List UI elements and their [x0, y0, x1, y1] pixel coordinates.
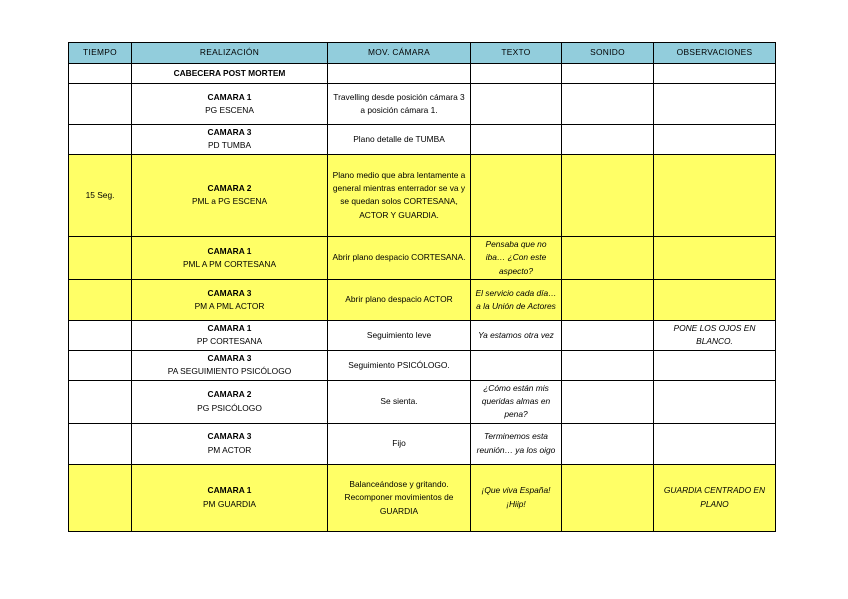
- texto-cell: [471, 350, 562, 380]
- mov-camara-cell: Balanceándose y gritando. Recomponer movimientos de GUARDIA: [328, 464, 471, 531]
- realizacion-cell: [132, 350, 328, 380]
- sonido-cell: [562, 64, 654, 84]
- texto-cell: Terminemos esta reunión… ya los oigo: [471, 423, 562, 464]
- texto-cell: [471, 84, 562, 125]
- observaciones-cell: [654, 84, 776, 125]
- shot-label: PM ACTOR: [207, 444, 252, 455]
- realizacion-cell: [132, 125, 328, 155]
- mov-camara-cell: Fijo: [328, 423, 471, 464]
- realizacion-cell: [132, 464, 328, 531]
- observaciones-cell: [654, 64, 776, 84]
- camera-label: CABECERA POST MORTEM: [173, 67, 286, 78]
- observaciones-cell: [654, 154, 776, 236]
- header-sonido: SONIDO: [562, 43, 654, 64]
- tiempo-cell: [69, 280, 132, 321]
- table-row: [69, 236, 776, 279]
- shot-label: PM A PML ACTOR: [194, 301, 265, 312]
- mov-camara-cell: Seguimiento PSICÓLOGO.: [328, 350, 471, 380]
- table-row: [69, 84, 776, 125]
- header-mov-camara: MOV. CÁMARA: [328, 43, 471, 64]
- mov-camara-cell: [328, 64, 471, 84]
- shot-label: PD TUMBA: [207, 140, 252, 151]
- texto-cell: [471, 64, 562, 84]
- tiempo-cell: [69, 84, 132, 125]
- texto-cell: Pensaba que no iba… ¿Con este aspecto?: [471, 236, 562, 279]
- realizacion-cell: [132, 64, 328, 84]
- header-row: [69, 43, 776, 64]
- sonido-cell: [562, 154, 654, 236]
- observaciones-cell: [654, 423, 776, 464]
- shot-label: PML a PG ESCENA: [191, 196, 268, 207]
- tiempo-cell: [69, 125, 132, 155]
- realizacion-cell: [132, 280, 328, 321]
- header-observaciones: OBSERVACIONES: [654, 43, 776, 64]
- camera-label: CAMARA 1: [207, 485, 252, 496]
- table-row: [69, 154, 776, 236]
- table-row: [69, 380, 776, 423]
- realizacion-cell: [132, 380, 328, 423]
- tiempo-cell: [69, 321, 132, 351]
- observaciones-cell: [654, 280, 776, 321]
- camera-label: CAMARA 3: [207, 287, 252, 298]
- sonido-cell: [562, 464, 654, 531]
- table-row: [69, 321, 776, 351]
- tiempo-cell: [69, 236, 132, 279]
- shot-label: PP CORTESANA: [196, 336, 263, 347]
- realizacion-cell: [132, 154, 328, 236]
- sonido-cell: [562, 350, 654, 380]
- sonido-cell: [562, 280, 654, 321]
- texto-cell: ¿Cómo están mis queridas almas en pena?: [471, 380, 562, 423]
- table-row: [69, 64, 776, 84]
- script-table: [68, 42, 776, 532]
- texto-cell: El servicio cada día… a la Unión de Actores: [471, 280, 562, 321]
- shot-label: PG ESCENA: [205, 105, 254, 115]
- realizacion-cell: [132, 321, 328, 351]
- table-row: [69, 280, 776, 321]
- camera-label: CAMARA 1: [207, 245, 252, 256]
- observaciones-cell: GUARDIA CENTRADO EN PLANO: [654, 464, 776, 531]
- camera-label: CAMARA 3: [207, 127, 252, 137]
- observaciones-cell: [654, 350, 776, 380]
- realizacion-cell: [132, 84, 328, 125]
- tiempo-cell: [69, 464, 132, 531]
- realizacion-cell: [132, 423, 328, 464]
- camera-label: CAMARA 3: [207, 431, 252, 442]
- shot-label: PM GUARDIA: [202, 498, 257, 509]
- texto-cell: Ya estamos otra vez: [471, 321, 562, 351]
- sonido-cell: [562, 321, 654, 351]
- observaciones-cell: PONE LOS OJOS EN BLANCO.: [654, 321, 776, 351]
- header-realizacion: REALIZACIÓN: [132, 43, 328, 64]
- mov-camara-cell: Abrir plano despacio CORTESANA.: [328, 236, 471, 279]
- header-tiempo: TIEMPO: [69, 43, 132, 64]
- mov-camara-cell: Abrir plano despacio ACTOR: [328, 280, 471, 321]
- mov-camara-cell: Se sienta.: [328, 380, 471, 423]
- header-texto: TEXTO: [471, 43, 562, 64]
- camera-label: CAMARA 3: [207, 352, 252, 363]
- table-row: [69, 464, 776, 531]
- realizacion-cell: [132, 236, 328, 279]
- sonido-cell: [562, 125, 654, 155]
- sonido-cell: [562, 380, 654, 423]
- shot-label: PA SEGUIMIENTO PSICÓLOGO: [167, 366, 292, 377]
- table-row: [69, 125, 776, 155]
- observaciones-cell: [654, 125, 776, 155]
- sonido-cell: [562, 236, 654, 279]
- observaciones-cell: [654, 236, 776, 279]
- table-row: [69, 423, 776, 464]
- table-row: [69, 350, 776, 380]
- camera-label: CAMARA 1: [207, 323, 252, 334]
- mov-camara-cell: Plano medio que abra lentamente a general mientras enterrador se va y se quedan solos CORTESANA, ACTOR Y GUARDIA.: [328, 154, 471, 236]
- shot-label: PG PSICÓLOGO: [197, 402, 262, 413]
- tiempo-cell: [69, 64, 132, 84]
- tiempo-cell: [69, 380, 132, 423]
- texto-cell: ¡Que viva España! ¡Hiip!: [471, 464, 562, 531]
- sonido-cell: [562, 84, 654, 125]
- camera-label: CAMARA 2: [207, 182, 252, 193]
- mov-camara-cell: Travelling desde posición cámara 3 a posición cámara 1.: [328, 84, 471, 125]
- observaciones-cell: [654, 380, 776, 423]
- tiempo-cell: [69, 350, 132, 380]
- sonido-cell: [562, 423, 654, 464]
- mov-camara-cell: Seguimiento leve: [328, 321, 471, 351]
- tiempo-cell: [69, 423, 132, 464]
- texto-cell: [471, 125, 562, 155]
- texto-cell: [471, 154, 562, 236]
- camera-label: CAMARA 1: [207, 91, 252, 102]
- camera-label: CAMARA 2: [207, 389, 252, 400]
- shot-label: PML A PM CORTESANA: [182, 258, 277, 269]
- tiempo-cell: 15 Seg.: [69, 154, 132, 236]
- mov-camara-cell: Plano detalle de TUMBA: [328, 125, 471, 155]
